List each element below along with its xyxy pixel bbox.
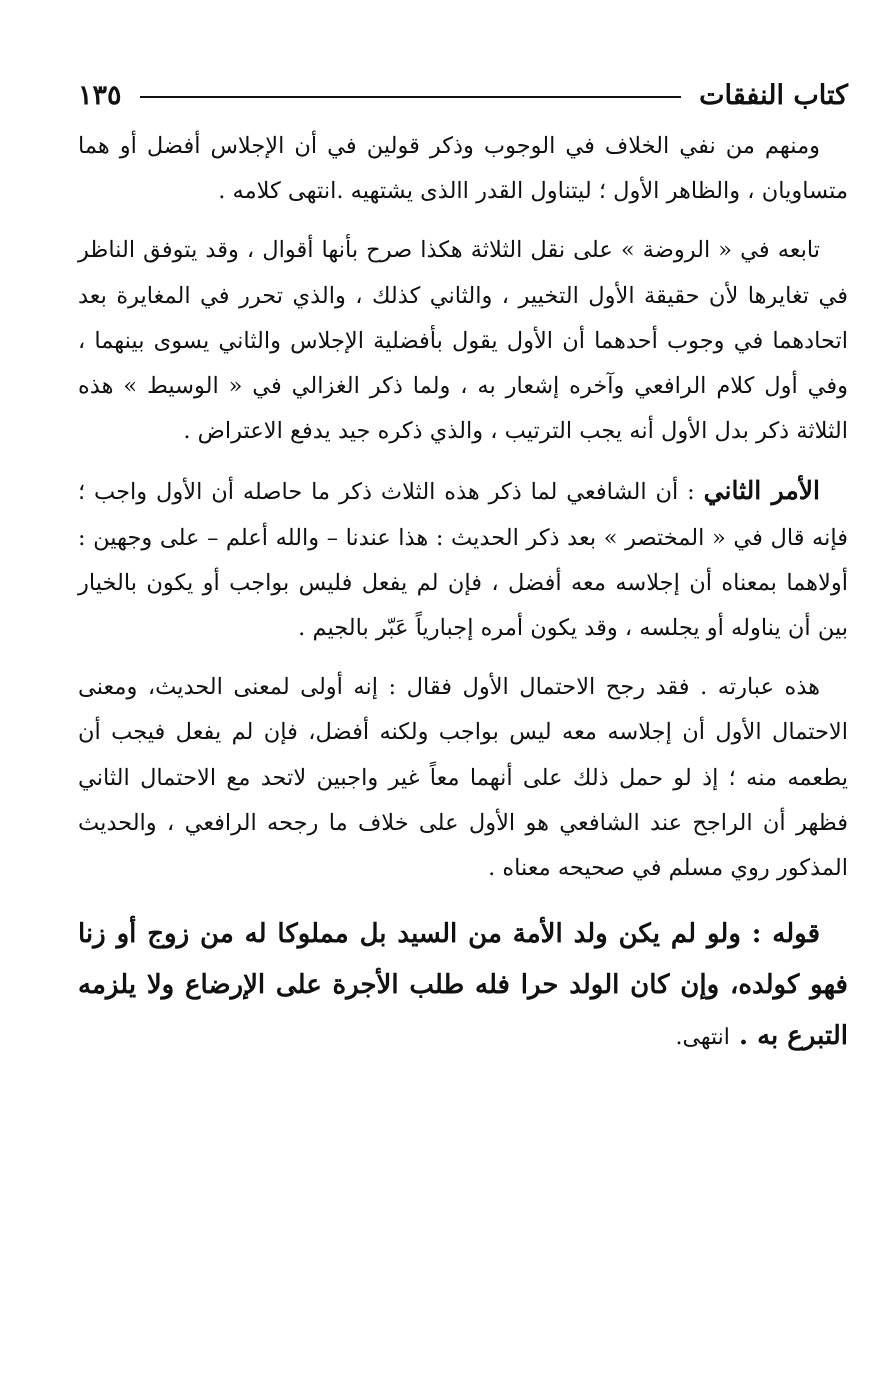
paragraph-3-text: : أن الشافعي لما ذكر هذه الثلاث ذكر ما حاصله أن الأول واجب ؛ فإنه قال في « المختصر » بعد ذكر الحديث : هذا عندنا – والله أعلم – على وجهين : أولاهما بمعناه أن إجلاسه معه أفضل ، فإن لم يفعل فليس بواجب أو يكون بالخيار بين أن يناوله أو يجلسه ، وقد يكون أمره إجبارياً عَبّر بالجيم . <box>78 479 848 642</box>
quoted-text <box>78 909 848 1063</box>
page-header <box>78 70 848 120</box>
paragraph-1: ومنهم من نفي الخلاف في الوجوب وذكر قولين في أن الإجلاس أفضل أو هما متساويان ، والظاهر الأول ؛ ليتناول القدر االذى يشتهيه .انتهى كلامه . <box>78 133 848 205</box>
header-rule <box>140 96 682 98</box>
book-page <box>78 70 848 1063</box>
paragraph-4: هذه عبارته . فقد رجح الاحتمال الأول فقال : إنه أولى لمعنى الحديث، ومعنى الاحتمال الأول أن إجلاسه معه ليس بواجب ولكنه أفضل، فإن لم يفعل فيجب أن يطعمه منه ؛ إذ لو حمل ذلك على أنهما معاً غير واجبين لاتحد مع الاحتمال الثاني فظهر أن الراجح عند الشافعي هو الأول على خلاف ما رجحه الرافعي ، والحديث المذكور روي مسلم في صحيحه معناه . <box>78 674 848 882</box>
quoted-text-end: انتهى. <box>675 1025 730 1051</box>
paragraph-3 <box>78 468 848 651</box>
page-body <box>78 124 848 1063</box>
quoted-text-body: قوله : ولو لم يكن ولد الأمة من السيد بل مملوكا له من زوج أو زنا فهو كولده، وإن كان الولد حرا فله طلب الأجرة على الإرضاع ولا يلزمه التبرع به . <box>78 919 848 1052</box>
paragraph-2: تابعه في « الروضة » على نقل الثلاثة هكذا صرح بأنها أقوال ، وقد يتوفق الناظر في تغايرها لأن حقيقة الأول التخيير ، والثاني كذلك ، والذي تحرر في المغايرة بعد اتحادهما في وجوب أحدهما أن الأول يقول بأفضلية الإجلاس والثاني يسوى بينهما ، وفي أول كلام الرافعي وآخره إشعار به ، ولما ذكر الغزالي في « الوسيط » هذه الثلاثة ذكر بدل الأول أنه يجب الترتيب ، والذي ذكره جيد يدفع الاعتراض . <box>78 237 848 445</box>
running-title: كتاب النفقات <box>699 79 848 111</box>
section-lead: الأمر الثاني <box>703 476 820 506</box>
page-number: ١٣٥ <box>78 79 122 111</box>
